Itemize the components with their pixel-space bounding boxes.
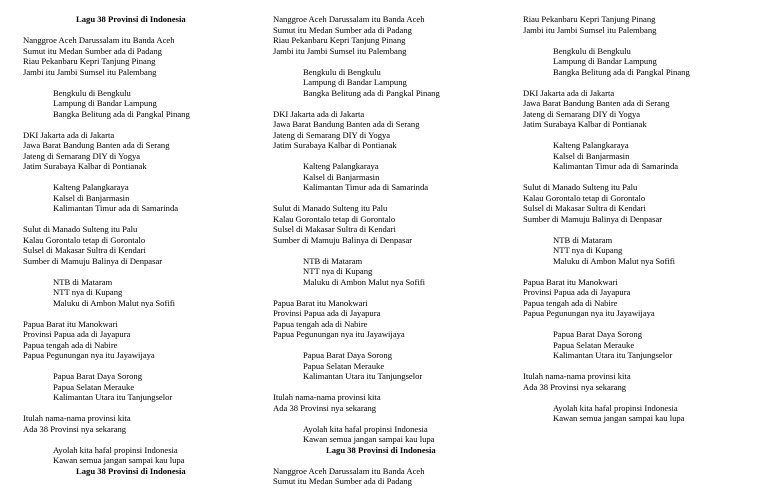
lyric-line-indented: NTT nya di Kupang — [303, 266, 373, 276]
lyric-line: Sulut di Manado Sulteng itu Palu — [23, 224, 138, 234]
blank-line — [23, 434, 259, 445]
blank-line — [273, 382, 509, 393]
lyric-line-indented: Papua Barat Daya Sorong — [553, 329, 643, 339]
lyric-line: Sumber di Mamuju Balinya di Denpasar — [273, 234, 413, 245]
blank-line — [23, 361, 259, 372]
blank-line — [23, 266, 259, 277]
lyric-line-indented: Kawan semua jangan sampai kau lupa — [303, 434, 435, 444]
lyric-line: Sumut itu Medan Sumber ada di Padang — [273, 476, 412, 486]
blank-line — [273, 455, 509, 466]
lyric-line: Ada 38 Provinsi nya sekarang — [273, 402, 377, 413]
lyric-line: Provinsi Papua ada di Jayapura — [523, 287, 631, 297]
lyric-line: Riau Pekanbaru Kepri Tanjung Pinang — [523, 14, 656, 24]
lyric-line: Sulut di Manado Sulteng itu Palu — [273, 203, 388, 213]
lyric-line: Jambi itu Jambi Sumsel itu Palembang — [273, 45, 407, 56]
lyric-line: Papua Pegunungan nya itu Jayawijaya — [23, 350, 155, 360]
lyric-line: Ada 38 Provinsi nya sekarang — [523, 381, 627, 392]
lyric-line: Papua tengah ada di Nabire — [23, 339, 118, 350]
lyric-line: Sulsel di Makasar Sultra di Kendari — [23, 245, 146, 255]
lyric-line: Nanggroe Aceh Darussalam itu Banda Aceh — [273, 465, 425, 476]
lyric-line: Itulah nama-nama provinsi kita — [523, 371, 631, 381]
lyric-line: Jatim Surabaya Kalbar di Pontianak — [23, 161, 147, 171]
lyric-line-indented: Kalteng Palangkaraya — [553, 140, 629, 150]
lyric-line-indented: Kalteng Palangkaraya — [303, 161, 379, 171]
lyric-line-indented: NTB di Mataram — [53, 276, 113, 287]
lyric-line: Jatim Surabaya Kalbar di Pontianak — [523, 119, 647, 129]
lyric-line: Sulsel di Makasar Sultra di Kendari — [273, 224, 396, 234]
blank-line — [523, 77, 759, 88]
lyric-line: Nanggroe Aceh Darussalam itu Banda Aceh — [23, 35, 175, 45]
lyric-line-indented: Kawan semua jangan sampai kau lupa — [53, 455, 185, 465]
blank-line — [523, 319, 759, 330]
lyric-line: DKI Jakarta ada di Jakarta — [23, 129, 115, 140]
lyric-line: Sumut itu Medan Sumber ada di Padang — [23, 45, 162, 56]
text-column-1 — [23, 14, 259, 476]
lyric-line-indented: Maluku di Ambon Malut nya Sofifi — [53, 297, 175, 308]
blank-line — [523, 266, 759, 277]
text-column-3 — [523, 14, 759, 424]
lyric-line-indented: Papua Selatan Merauke — [53, 381, 135, 392]
lyric-line: Jawa Barat Bandung Banten ada di Serang — [523, 98, 670, 108]
lyric-line-indented: Ayolah kita hafal propinsi Indonesia — [553, 402, 678, 413]
lyric-line: Papua Barat itu Manokwari — [273, 297, 368, 308]
lyric-line: Papua Barat itu Manokwari — [523, 276, 618, 287]
blank-line — [273, 413, 509, 424]
lyric-line: Nanggroe Aceh Darussalam itu Banda Aceh — [273, 14, 425, 24]
lyric-line-indented: NTB di Mataram — [303, 255, 363, 266]
blank-line — [23, 172, 259, 183]
blank-line — [523, 392, 759, 403]
lyric-line-indented: Kawan semua jangan sampai kau lupa — [553, 413, 685, 423]
lyric-line-indented: Kalimantan Timur ada di Samarinda — [303, 182, 429, 192]
lyric-line: Kalau Gorontalo tetap di Gorontalo — [273, 213, 396, 224]
blank-line — [523, 35, 759, 46]
lyric-line: Jawa Barat Bandung Banten ada di Serang — [273, 119, 420, 129]
lyric-line-indented: Lampung di Bandar Lampung — [53, 98, 157, 108]
lyric-line: Jawa Barat Bandung Banten ada di Serang — [23, 140, 170, 150]
lyric-line: Kalau Gorontalo tetap di Gorontalo — [23, 234, 146, 245]
lyric-line: DKI Jakarta ada di Jakarta — [523, 87, 615, 98]
blank-line — [23, 214, 259, 225]
lyric-line-indented: Kalimantan Timur ada di Samarinda — [53, 203, 179, 213]
lyric-line-indented: Maluku di Ambon Malut nya Sofifi — [553, 255, 675, 266]
blank-line — [523, 172, 759, 183]
blank-line — [523, 224, 759, 235]
lyric-line: Jambi itu Jambi Sumsel itu Palembang — [523, 24, 657, 35]
lyric-line-indented: Bangka Belitung ada di Pangkal Pinang — [53, 108, 190, 119]
lyric-line-indented: Lampung di Bandar Lampung — [553, 56, 657, 66]
lyric-line: Kalau Gorontalo tetap di Gorontalo — [523, 192, 646, 203]
lyric-line: Itulah nama-nama provinsi kita — [273, 392, 381, 402]
lyric-line-indented: Kalsel di Banjarmasin — [303, 171, 380, 182]
song-title: Lagu 38 Provinsi di Indonesia — [76, 14, 186, 24]
lyric-line-indented: Papua Selatan Merauke — [303, 360, 385, 371]
lyric-line-indented: Bengkulu di Bengkulu — [303, 66, 381, 77]
blank-line — [273, 193, 509, 204]
lyric-line: Itulah nama-nama provinsi kita — [23, 413, 131, 423]
blank-line — [23, 403, 259, 414]
lyric-line: Papua Pegunungan nya itu Jayawijaya — [273, 329, 405, 339]
lyric-line: Papua tengah ada di Nabire — [273, 318, 368, 329]
blank-line — [273, 151, 509, 162]
lyric-line-indented: Kalimantan Utara itu Tanjungselor — [53, 392, 173, 402]
lyric-line-indented: Papua Barat Daya Sorong — [303, 350, 393, 360]
lyric-line: Sumut itu Medan Sumber ada di Padang — [273, 24, 412, 35]
blank-line — [273, 340, 509, 351]
lyric-line: Jateng di Semarang DIY di Yogya — [273, 129, 391, 140]
lyric-line-indented: Maluku di Ambon Malut nya Sofifi — [303, 276, 425, 287]
blank-line — [23, 77, 259, 88]
lyric-line-indented: Ayolah kita hafal propinsi Indonesia — [303, 423, 428, 434]
lyric-line-indented: Kalsel di Banjarmasin — [553, 150, 630, 161]
lyric-line: Jateng di Semarang DIY di Yogya — [23, 150, 141, 161]
lyric-line-indented: Kalimantan Utara itu Tanjungselor — [303, 371, 423, 381]
lyric-line: Ada 38 Provinsi nya sekarang — [23, 423, 127, 434]
lyric-line: Sulut di Manado Sulteng itu Palu — [523, 182, 638, 192]
lyric-line: Papua Barat itu Manokwari — [23, 318, 118, 329]
blank-line — [523, 130, 759, 141]
lyric-line-indented: Bengkulu di Bengkulu — [553, 45, 631, 56]
blank-line — [23, 308, 259, 319]
song-title: Lagu 38 Provinsi di Indonesia — [326, 444, 436, 455]
lyric-line-indented: Kalteng Palangkaraya — [53, 182, 129, 192]
lyric-line-indented: Bengkulu di Bengkulu — [53, 87, 131, 98]
lyric-line: Riau Pekanbaru Kepri Tanjung Pinang — [273, 35, 406, 45]
blank-line — [523, 361, 759, 372]
song-title: Lagu 38 Provinsi di Indonesia — [76, 465, 186, 476]
lyric-line: Provinsi Papua ada di Jayapura — [23, 329, 131, 339]
lyric-line: Sumber di Mamuju Balinya di Denpasar — [23, 255, 163, 266]
lyric-line-indented: NTT nya di Kupang — [553, 245, 623, 255]
lyric-line-indented: Bangka Belitung ada di Pangkal Pinang — [303, 87, 440, 98]
lyric-line-indented: NTT nya di Kupang — [53, 287, 123, 297]
lyric-line: DKI Jakarta ada di Jakarta — [273, 108, 365, 119]
lyric-line: Riau Pekanbaru Kepri Tanjung Pinang — [23, 56, 156, 66]
lyric-line: Jambi itu Jambi Sumsel itu Palembang — [23, 66, 157, 77]
lyric-line: Sumber di Mamuju Balinya di Denpasar — [523, 213, 663, 224]
lyric-line-indented: NTB di Mataram — [553, 234, 613, 245]
lyric-line-indented: Kalsel di Banjarmasin — [53, 192, 130, 203]
lyric-line-indented: Kalimantan Timur ada di Samarinda — [553, 161, 679, 171]
blank-line — [273, 98, 509, 109]
lyric-line: Papua Pegunungan nya itu Jayawijaya — [523, 308, 655, 318]
lyric-line-indented: Papua Barat Daya Sorong — [53, 371, 143, 381]
blank-line — [23, 25, 259, 36]
lyric-line-indented: Papua Selatan Merauke — [553, 339, 635, 350]
lyric-line-indented: Bangka Belitung ada di Pangkal Pinang — [553, 66, 690, 77]
lyric-line: Jateng di Semarang DIY di Yogya — [523, 108, 641, 119]
lyric-line: Provinsi Papua ada di Jayapura — [273, 308, 381, 318]
blank-line — [273, 245, 509, 256]
lyric-line-indented: Lampung di Bandar Lampung — [303, 77, 407, 87]
lyric-line-indented: Kalimantan Utara itu Tanjungselor — [553, 350, 673, 360]
lyric-line: Sulsel di Makasar Sultra di Kendari — [523, 203, 646, 213]
text-column-2 — [273, 14, 509, 487]
blank-line — [273, 287, 509, 298]
lyric-line: Jatim Surabaya Kalbar di Pontianak — [273, 140, 397, 150]
lyric-line: Papua tengah ada di Nabire — [523, 297, 618, 308]
blank-line — [23, 119, 259, 130]
blank-line — [273, 56, 509, 67]
lyric-line-indented: Ayolah kita hafal propinsi Indonesia — [53, 444, 178, 455]
